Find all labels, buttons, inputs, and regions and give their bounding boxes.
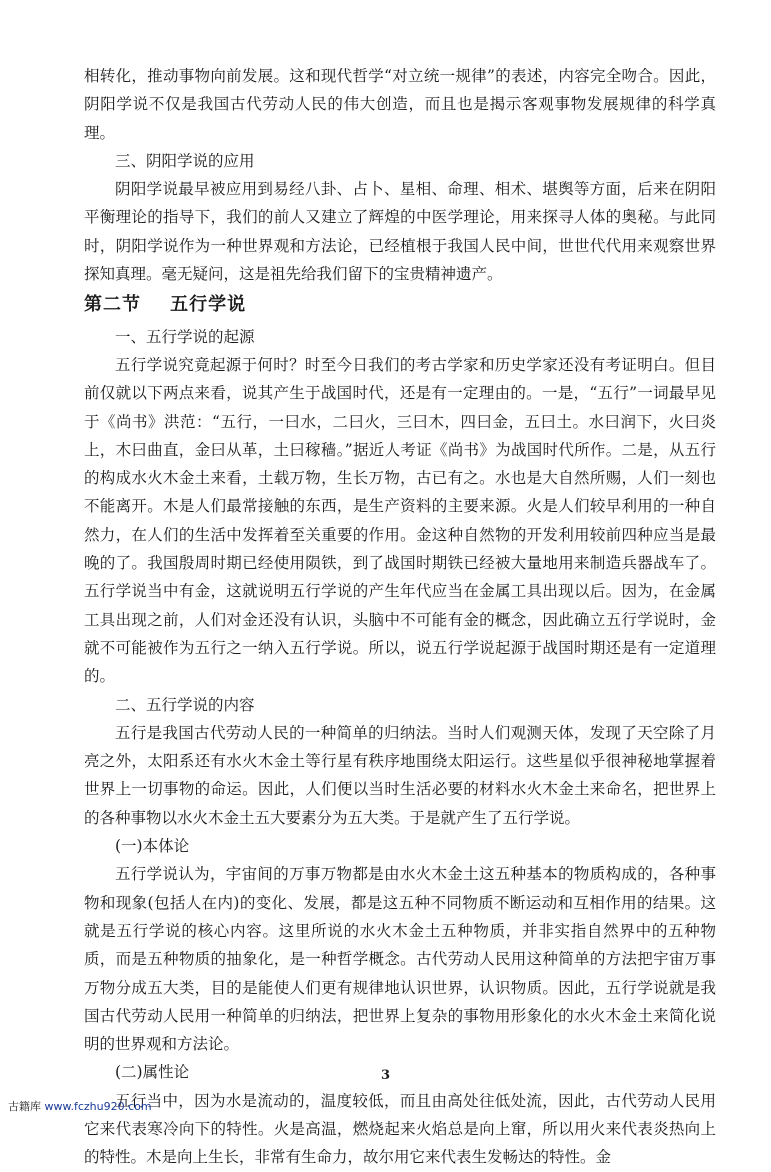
heading-yinyang-application: 三、阴阳学说的应用 [115,151,255,170]
section-title: 第二节 五行学说 [84,294,247,316]
paragraph-ontology: 五行学说认为，宇宙间的万事万物都是由水火木金土这五种基本的物质构成的，各种事物和现象(包括人在内)的变化、发展，都是这五种不同物质不断运动和互相作用的结果。这就是五行学说的核心内容。这里所说的水火木金土五种物质，并非实指自然界中的五种物质，而是五种物质的抽象化，是一种哲学概念。古代劳动人民用这种简单的方法把宇宙万事万物分成五大类，目的是能使人们更有规律地认识世界，认识物质。因此，五行学说就是我国古代劳动人民用一种简单的归纳法，把世界上复杂的事物用形象化的水火木金土来简化说明的世界观和方法论。 [84,865,716,1054]
page-number: 3 [380,1068,391,1083]
paragraph-attributes: 五行当中，因为水是流动的，温度较低，而且由高处往低处流，因此，古代劳动人民用它来代表寒冷向下的特性。火是高温，燃烧起来火焰总是向上窜，所以用火来代表炎热向上的特性。木是向上生长，非常有生命力，故尔用它来代表生发畅达的特性。金 [84,1091,716,1167]
heading-attributes: (二)属性论 [115,1063,190,1082]
paragraph-yinyang-application: 阴阳学说最早被应用到易经八卦、占卜、星相、命理、相术、堪舆等方面，后来在阴阳平衡理论的指导下，我们的前人又建立了辉煌的中医学理论，用来探寻人体的奥秘。与此同时，阴阳学说作为一种世界观和方法论，已经植根于我国人民中间，世世代代用来观察世界探知真理。毫无疑问，这是祖先给我们留下的宝贵精神遗产。 [84,180,716,284]
page-body [84,62,716,1172]
heading-wuxing-origin: 一、五行学说的起源 [115,327,255,346]
heading-ontology: (一)本体论 [115,837,190,856]
watermark-url[interactable]: www.fczhu920.com [44,1100,152,1113]
paragraph-wuxing-content: 五行是我国古代劳动人民的一种简单的归纳法。当时人们观测天体，发现了天空除了月亮之外，太阳系还有水火木金土等行星有秩序地围绕太阳运行。这些星似乎很神秘地掌握着世界上一切事物的命运。因此，人们便以当时生活必要的材料水火木金土来命名，把世界上的各种事物以水火木金土五大要素分为五大类。于是就产生了五行学说。 [84,723,716,827]
watermark-site-name: 古籍库 [8,1100,41,1113]
paragraph-yinyang-conclusion: 相转化，推动事物向前发展。这和现代哲学“对立统一规律”的表述，内容完全吻合。因此，阴阳学说不仅是我国古代劳动人民的伟大创造，而且也是揭示客观事物发展规律的科学真理。 [84,67,716,142]
paragraph-wuxing-origin: 五行学说究竟起源于何时？时至今日我们的考古学家和历史学家还没有考证明白。但目前仅就以下两点来看，说其产生于战国时代，还是有一定理由的。一是，“五行”一词最早见于《尚书》洪范：“五行，一曰水，二曰火，三曰木，四曰金，五曰土。水曰润下，火曰炎上，木曰曲直，金曰从革，土曰稼穑。”据近人考证《尚书》为战国时代所作。二是，从五行的构成水火木金土来看，土载万物，生长万物，古已有之。水也是大自然所赐，人们一刻也不能离开。木是人们最常接触的东西，是生产资料的主要来源。火是人们较早利用的一种自然力，在人们的生活中发挥着至关重要的作用。金这种自然物的开发利用较前四种应当是最晚的了。我国殷周时期已经使用陨铁，到了战国时期铁已经被大量地用来制造兵器战车了。五行学说当中有金，这就说明五行学说的产生年代应当在金属工具出现以后。因为，在金属工具出现之前，人们对金还没有认识，头脑中不可能有金的概念，因此确立五行学说时，金就不可能被作为五行之一纳入五行学说。所以，说五行学说起源于战国时期还是有一定道理的。 [84,355,716,686]
heading-wuxing-content: 二、五行学说的内容 [115,695,255,714]
footer-watermark [8,1098,152,1114]
